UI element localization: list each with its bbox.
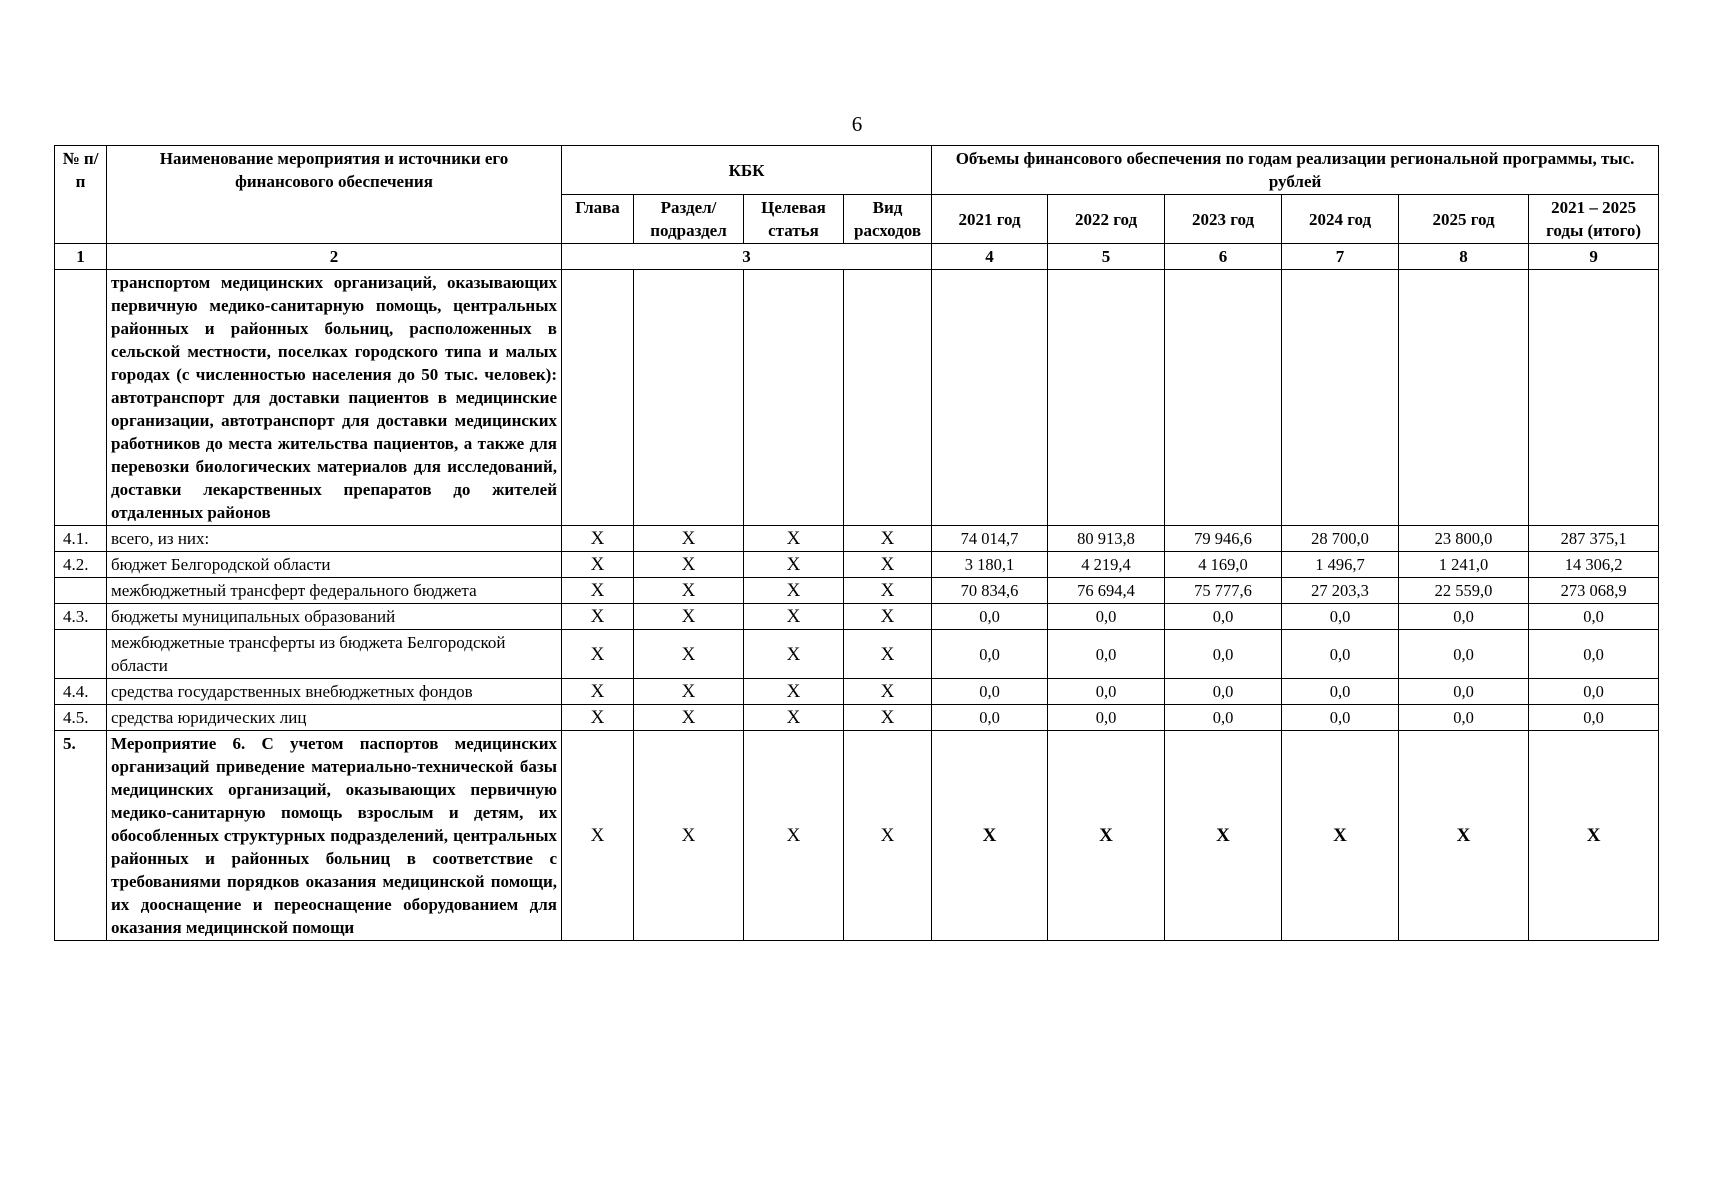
row-name: бюджет Белгородской области — [107, 552, 562, 578]
value-cell: 23 800,0 — [1399, 526, 1529, 552]
value-cell: Х — [1165, 731, 1282, 941]
kbk-cell: Х — [562, 679, 634, 705]
value-cell: 76 694,4 — [1048, 578, 1165, 604]
value-cell: 0,0 — [1048, 705, 1165, 731]
row-name: всего, из них: — [107, 526, 562, 552]
kbk-cell: Х — [634, 630, 744, 679]
kbk-cell: Х — [562, 705, 634, 731]
value-cell: Х — [932, 731, 1048, 941]
header-year-2023: 2023 год — [1165, 195, 1282, 244]
value-cell: 4 219,4 — [1048, 552, 1165, 578]
value-cell: 14 306,2 — [1529, 552, 1659, 578]
table-row — [55, 578, 1659, 604]
value-cell: 0,0 — [1282, 679, 1399, 705]
kbk-cell: Х — [634, 552, 744, 578]
header-volumes: Объемы финансового обеспечения по годам реализации региональной программы, тыс. рублей — [932, 146, 1659, 195]
value-cell: Х — [1529, 731, 1659, 941]
row-num — [55, 270, 107, 526]
value-cell: 28 700,0 — [1282, 526, 1399, 552]
value-cell: 27 203,3 — [1282, 578, 1399, 604]
value-cell: 0,0 — [1048, 679, 1165, 705]
value-cell: Х — [1399, 731, 1529, 941]
kbk-cell: Х — [844, 630, 932, 679]
kbk-cell: Х — [562, 526, 634, 552]
row-name: межбюджетный трансферт федерального бюджета — [107, 578, 562, 604]
col-number: 5 — [1048, 244, 1165, 270]
value-cell: 0,0 — [1165, 604, 1282, 630]
row-name: бюджеты муниципальных образований — [107, 604, 562, 630]
col-number: 2 — [107, 244, 562, 270]
value-cell: 287 375,1 — [1529, 526, 1659, 552]
header-year-2021: 2021 год — [932, 195, 1048, 244]
header-num: № п/п — [55, 146, 107, 244]
row-num: 4.3. — [55, 604, 107, 630]
value-cell: 80 913,8 — [1048, 526, 1165, 552]
kbk-cell: Х — [744, 731, 844, 941]
row-name: средства государственных внебюджетных фондов — [107, 679, 562, 705]
value-cell: 79 946,6 — [1165, 526, 1282, 552]
header-kbk-target: Целевая статья — [744, 195, 844, 244]
table-row — [55, 552, 1659, 578]
kbk-cell: Х — [634, 731, 744, 941]
page-number: 6 — [851, 112, 863, 136]
header-kbk: КБК — [562, 146, 932, 195]
kbk-cell: Х — [562, 578, 634, 604]
value-cell: 273 068,9 — [1529, 578, 1659, 604]
value-cell: 0,0 — [1399, 705, 1529, 731]
value-cell: 0,0 — [1048, 604, 1165, 630]
header-name: Наименование мероприятия и источники его финансового обеспечения — [107, 146, 562, 244]
value-cell: 0,0 — [1165, 630, 1282, 679]
header-year-2025: 2025 год — [1399, 195, 1529, 244]
value-cell: 1 241,0 — [1399, 552, 1529, 578]
kbk-cell: Х — [744, 526, 844, 552]
header-kbk-chapter: Глава — [562, 195, 634, 244]
kbk-cell: Х — [844, 705, 932, 731]
value-cell: 0,0 — [1048, 630, 1165, 679]
col-number: 6 — [1165, 244, 1282, 270]
header-year-2022: 2022 год — [1048, 195, 1165, 244]
kbk-cell: Х — [634, 526, 744, 552]
value-cell: 4 169,0 — [1165, 552, 1282, 578]
value-cell: 0,0 — [1399, 604, 1529, 630]
table-row — [55, 679, 1659, 705]
value-cell: 70 834,6 — [932, 578, 1048, 604]
row-num — [55, 578, 107, 604]
kbk-cell: Х — [634, 705, 744, 731]
kbk-cell: Х — [844, 679, 932, 705]
row-num: 4.4. — [55, 679, 107, 705]
header-total: 2021 – 2025 годы (итого) — [1529, 195, 1659, 244]
col-number: 1 — [55, 244, 107, 270]
kbk-cell: Х — [744, 679, 844, 705]
kbk-cell: Х — [844, 552, 932, 578]
kbk-cell: Х — [844, 526, 932, 552]
kbk-cell: Х — [634, 578, 744, 604]
row-name: межбюджетные трансферты из бюджета Белгородской области — [107, 630, 562, 679]
value-cell: 0,0 — [1399, 630, 1529, 679]
value-cell: 0,0 — [1529, 604, 1659, 630]
kbk-cell: Х — [634, 604, 744, 630]
kbk-cell: Х — [744, 705, 844, 731]
kbk-cell: Х — [562, 731, 634, 941]
row-num: 4.1. — [55, 526, 107, 552]
kbk-cell: Х — [744, 578, 844, 604]
col-number: 4 — [932, 244, 1048, 270]
row-num: 4.2. — [55, 552, 107, 578]
kbk-cell: Х — [844, 604, 932, 630]
value-cell: 75 777,6 — [1165, 578, 1282, 604]
value-cell: 0,0 — [932, 630, 1048, 679]
row-num: 4.5. — [55, 705, 107, 731]
value-cell: 74 014,7 — [932, 526, 1048, 552]
col-number: 3 — [562, 244, 932, 270]
value-cell: 0,0 — [1165, 705, 1282, 731]
kbk-cell: Х — [744, 630, 844, 679]
measure-5-row — [55, 731, 1659, 941]
kbk-cell: Х — [744, 552, 844, 578]
value-cell: 22 559,0 — [1399, 578, 1529, 604]
value-cell: 0,0 — [932, 604, 1048, 630]
value-cell: 0,0 — [1529, 679, 1659, 705]
kbk-cell: Х — [744, 604, 844, 630]
col-number: 7 — [1282, 244, 1399, 270]
value-cell: 0,0 — [1282, 705, 1399, 731]
value-cell: 0,0 — [1282, 630, 1399, 679]
measure-5-name: Мероприятие 6. С учетом паспортов медицинских организаций приведение материально-технической базы медицинских организаций, оказывающих первичную медико-санитарную помощь взрослым и детям, их обособленных структурных подразделений, центральных районных и районных больниц в соответствие с требованиями порядков оказания медицинской помощи, их дооснащение и переоснащение оборудованием для оказания медицинской помощи — [107, 731, 562, 941]
value-cell: 0,0 — [1282, 604, 1399, 630]
value-cell: 0,0 — [932, 679, 1048, 705]
continuation-row — [55, 270, 1659, 526]
header-year-2024: 2024 год — [1282, 195, 1399, 244]
kbk-cell: Х — [844, 731, 932, 941]
value-cell: 1 496,7 — [1282, 552, 1399, 578]
financing-table — [54, 145, 1659, 941]
value-cell: 0,0 — [1529, 705, 1659, 731]
kbk-cell: Х — [562, 552, 634, 578]
header-row-1 — [55, 146, 1659, 195]
kbk-cell: Х — [562, 604, 634, 630]
kbk-cell: Х — [562, 630, 634, 679]
value-cell: 0,0 — [1529, 630, 1659, 679]
column-number-row — [55, 244, 1659, 270]
row-name: средства юридических лиц — [107, 705, 562, 731]
value-cell: 3 180,1 — [932, 552, 1048, 578]
col-number: 9 — [1529, 244, 1659, 270]
continuation-text: транспортом медицинских организаций, оказывающих первичную медико-санитарную помощь, центральных районных и районных больниц, расположенных в сельской местности, поселках городского типа и малых городах (с численностью населения до 50 тыс. человек): автотранспорт для доставки пациентов в медицинские организации, автотранспорт для доставки медицинских работников до места жительства пациентов, а также для перевозки биологических материалов для исследований, доставки лекарственных препаратов до жителей отдаленных районов — [107, 270, 562, 526]
value-cell: Х — [1048, 731, 1165, 941]
table-row — [55, 705, 1659, 731]
row-num — [55, 630, 107, 679]
row-num: 5. — [55, 731, 107, 941]
value-cell: 0,0 — [1399, 679, 1529, 705]
value-cell: 0,0 — [1165, 679, 1282, 705]
kbk-cell: Х — [634, 679, 744, 705]
header-kbk-expense-type: Вид расходов — [844, 195, 932, 244]
table-row — [55, 526, 1659, 552]
value-cell: Х — [1282, 731, 1399, 941]
col-number: 8 — [1399, 244, 1529, 270]
table-row — [55, 630, 1659, 679]
value-cell: 0,0 — [932, 705, 1048, 731]
kbk-cell: Х — [844, 578, 932, 604]
table-row — [55, 604, 1659, 630]
header-kbk-section: Раздел/ подраздел — [634, 195, 744, 244]
